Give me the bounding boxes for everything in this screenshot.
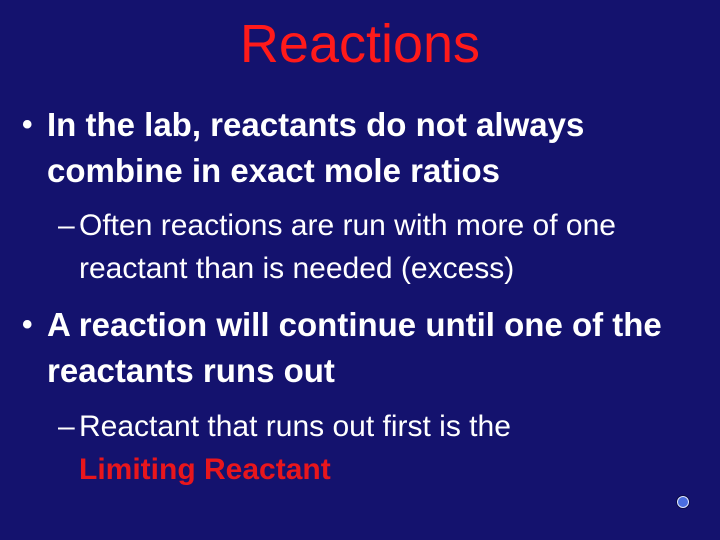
bullet-glyph: • [22,308,33,341]
dash-glyph: – [58,209,75,242]
slide-nav-button-icon[interactable] [677,496,689,508]
sub-bullet-prefix: Reactant that runs out first is the [79,410,511,443]
bullet-text: A reaction will continue until one of the reactants runs out [47,306,662,389]
bullet-item-1 [18,102,708,194]
bullet-item-2 [18,302,708,394]
limiting-reactant-term: Limiting Reactant [79,453,331,486]
bullet-text: In the lab, reactants do not always combine in exact mole ratios [47,106,585,189]
slide-title: Reactions [239,14,481,74]
sub-bullet-item-2 [58,405,698,491]
bullet-glyph: • [22,108,33,141]
sub-bullet-text: Often reactions are run with more of one reactant than is needed (excess) [79,209,616,285]
sub-bullet-text [58,405,698,491]
dash-glyph: – [58,410,75,443]
sub-bullet-item-1 [58,204,698,290]
